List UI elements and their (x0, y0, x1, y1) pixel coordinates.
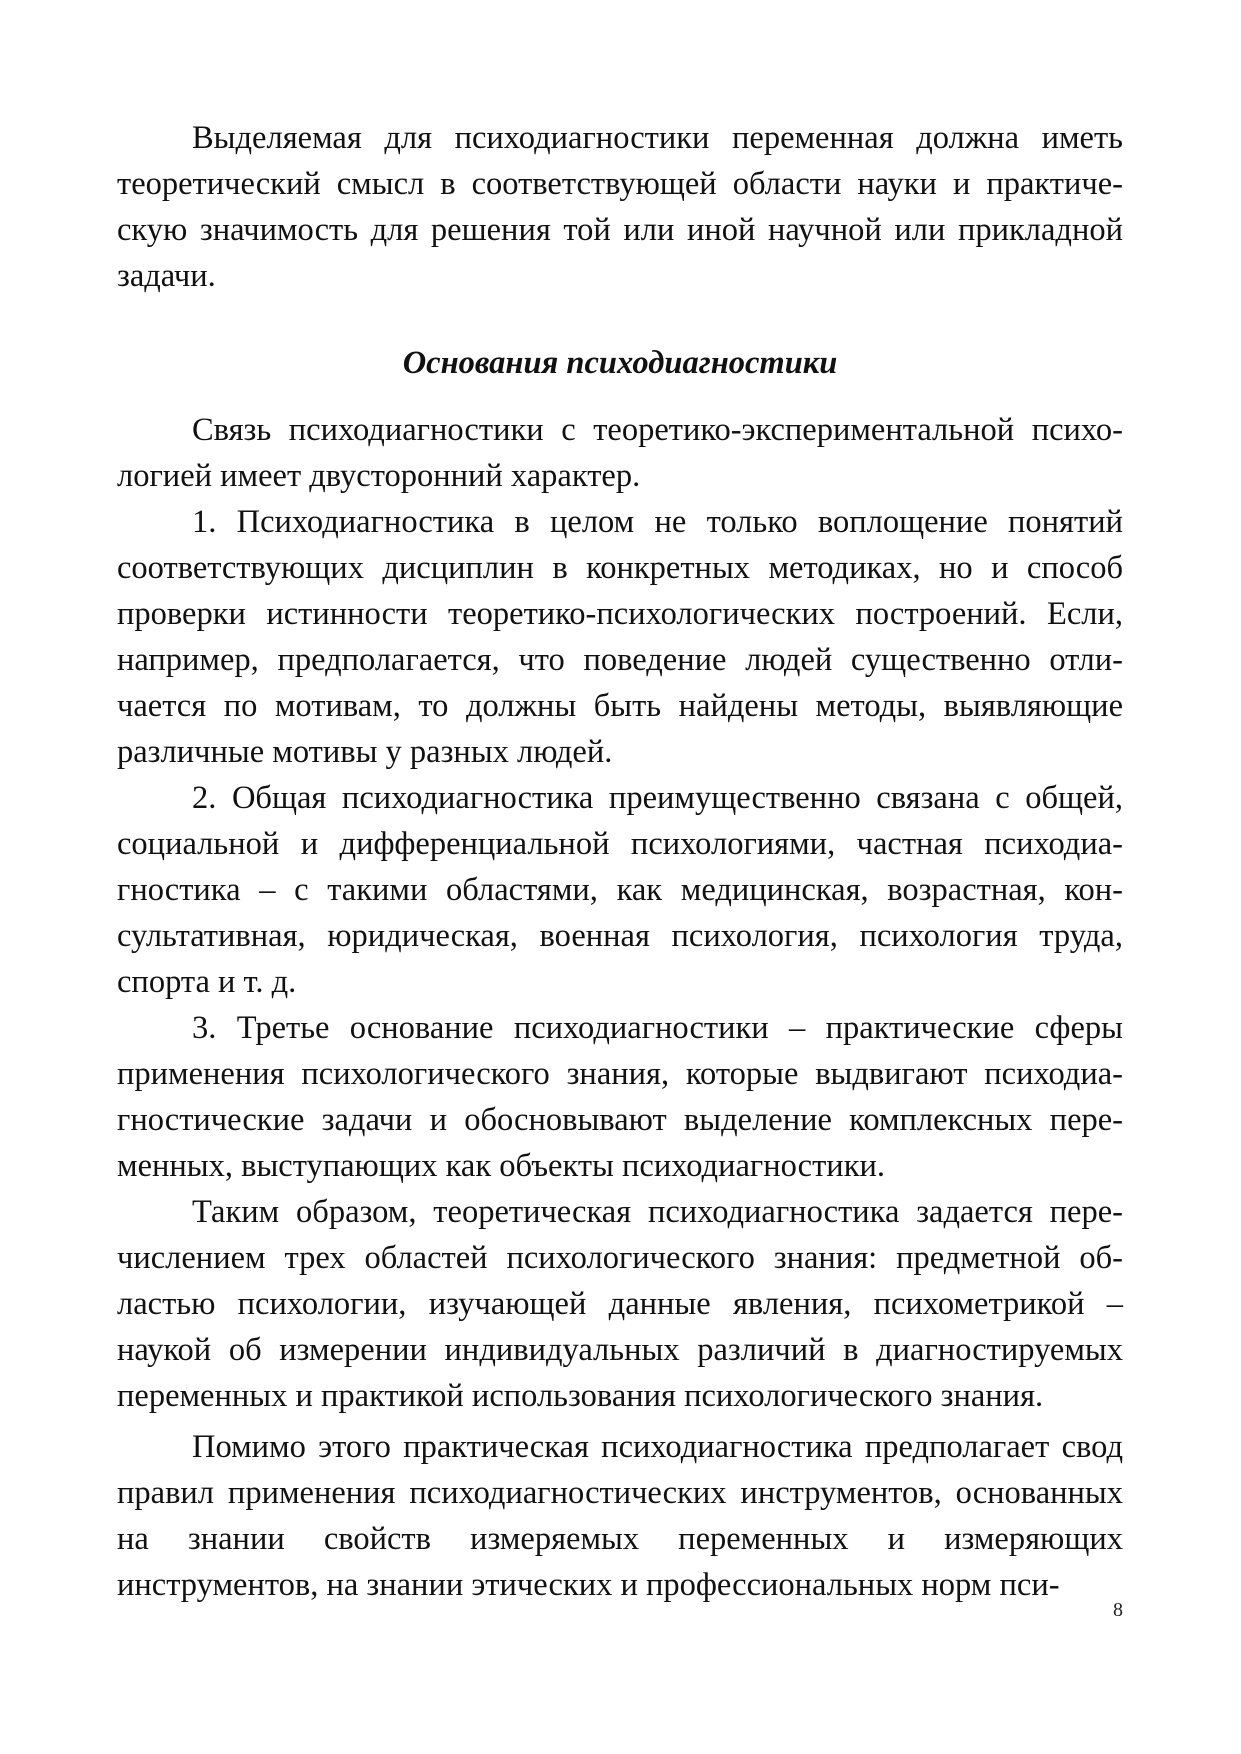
paragraph-1: Связь психодиагностики с теоретико-экспериментальной психологией имеет двусторонний характер. (117, 412, 1123, 494)
paragraph-2: 1. Психодиагностика в целом не только воплощение понятий соответствующих дисциплин в конкретных методиках, но и способ проверки истинности теоретико-психологических построений. Если, например, предполагается, что поведение людей существенно отличается по мотивам, то должны быть найдены методы, выявляющие различные мотивы у разных людей. (117, 504, 1123, 770)
paragraph-intro: Выделяемая для психодиагностики переменная должна иметь теоретический смысл в соответствующей области науки и практическую значимость для решения той или иной научной или прикладной задачи. (117, 120, 1123, 294)
paragraph-5: Таким образом, теоретическая психодиагностика задается перечислением трех областей психологического знания: предметной областью психологии, изучающей данные явления, психометрикой – наукой об измерении индивидуальных различий в диагностируемых переменных и практикой использования психологического знания. (117, 1194, 1123, 1414)
intro-text-block (117, 115, 1123, 299)
main-text-block (117, 407, 1123, 1608)
paragraph-3: 2. Общая психодиагностика преимущественно связана с общей, социальной и дифференциальной психологиями, частная психодиагностика – с такими областями, как медицинская, возрастная, консультативная, юридическая, военная психология, психология труда, спорта и т. д. (117, 780, 1123, 1000)
paragraph-6: Помимо этого практическая психодиагностика предполагает свод правил применения психодиагностических инструментов, основанных на знании свойств измеряемых переменных и измеряющих инструментов, на знании этических и профессиональных норм пси- (117, 1429, 1123, 1603)
section-heading: Основания психодиагностики (402, 345, 838, 381)
page-number: 8 (1113, 1599, 1123, 1621)
paragraph-4: 3. Третье основание психодиагностики – практические сферы применения психологического знания, которые выдвигают психодиагностические задачи и обосновывают выделение комплексных переменных, выступающих как объекты психодиагностики. (117, 1010, 1123, 1184)
